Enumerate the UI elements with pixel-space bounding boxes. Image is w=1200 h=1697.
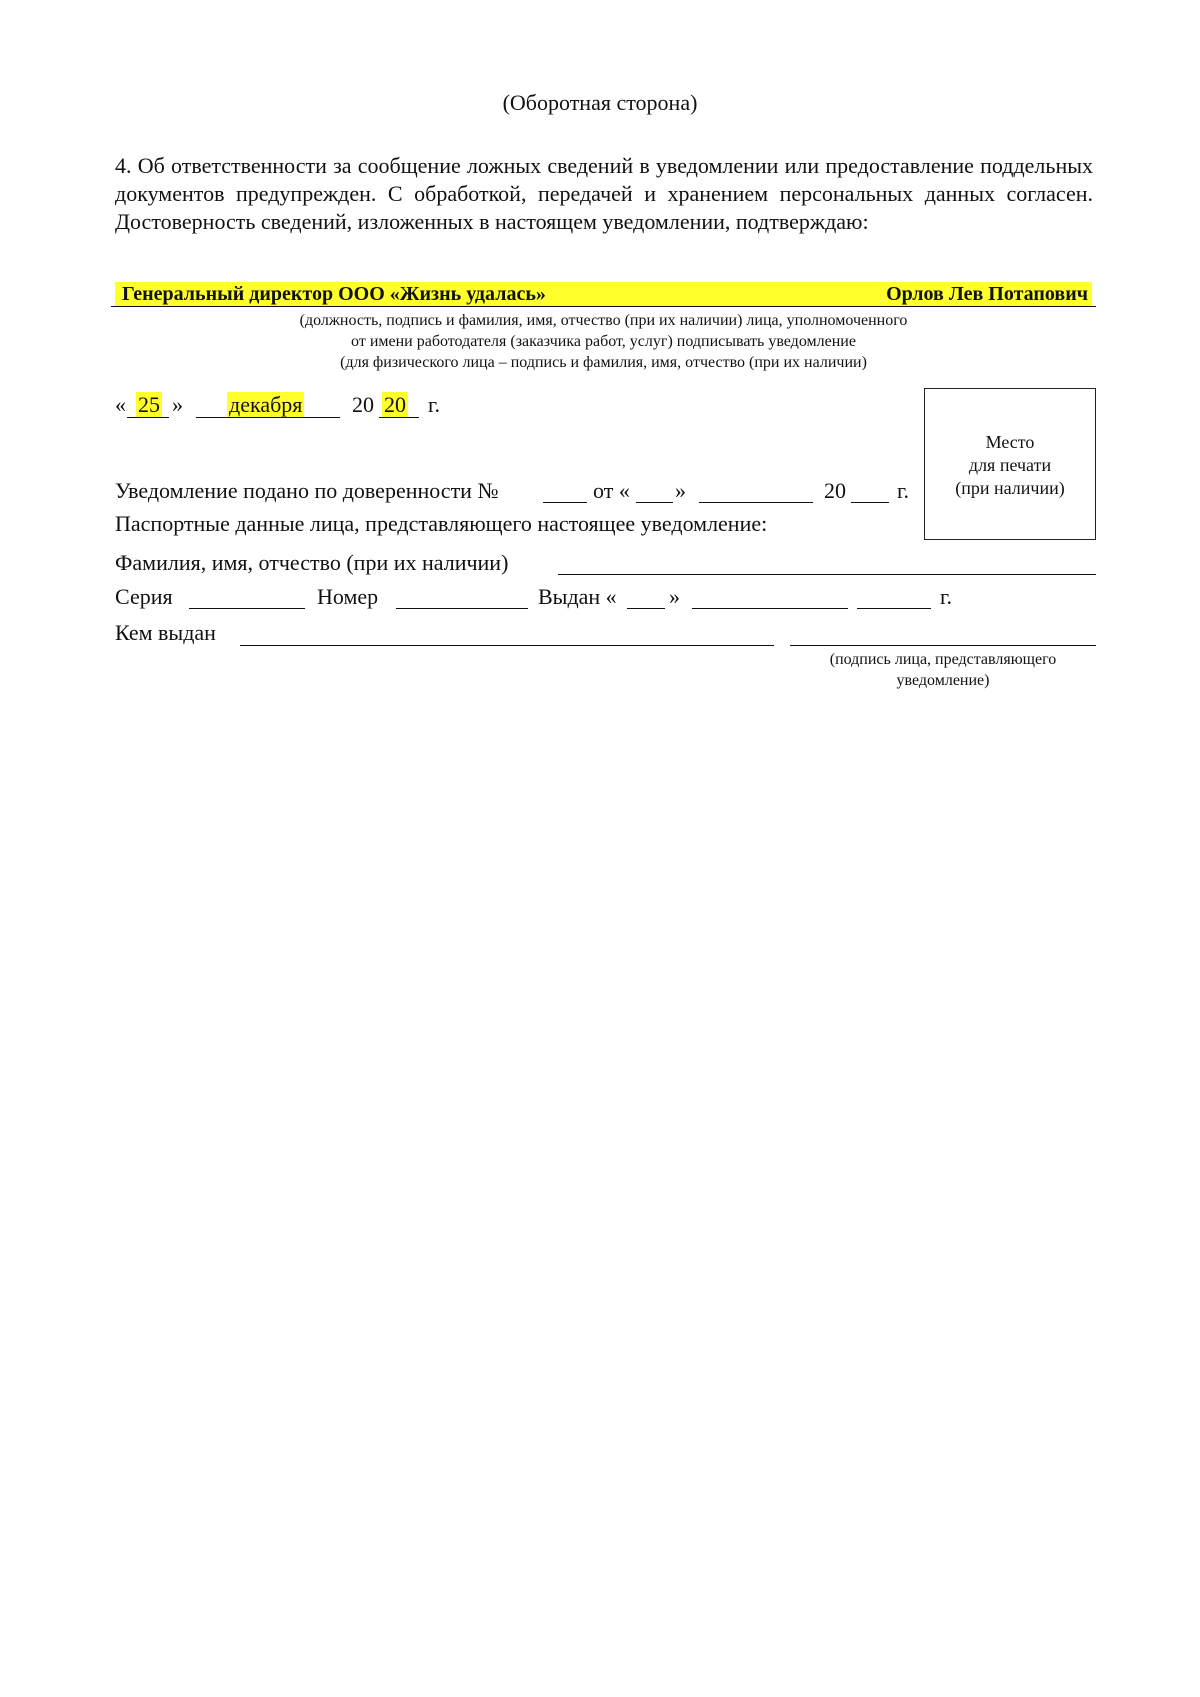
passport-fio-label: Фамилия, имя, отчество (при их наличии) xyxy=(115,550,509,575)
passport-issued-year-field[interactable] xyxy=(857,608,931,609)
date-month-underline xyxy=(196,417,340,418)
passport-number-label: Номер xyxy=(317,584,379,609)
signature-caption-2: уведомление) xyxy=(896,672,990,689)
date-century: 20 xyxy=(352,392,374,417)
date-close-quote: » xyxy=(172,392,183,417)
date-day-underline xyxy=(127,417,169,418)
signer-caption-3: (для физического лица – подпись и фамилия, имя, отчество (при их наличии) xyxy=(340,354,867,371)
passport-series-label: Серия xyxy=(115,584,173,609)
date-suffix: г. xyxy=(428,392,441,417)
passport-issued-day-field[interactable] xyxy=(627,608,665,609)
passport-number-field[interactable] xyxy=(396,608,528,609)
proxy-label: Уведомление подано по доверенности № xyxy=(115,478,499,503)
declaration-text: 4. Об ответственности за сообщение ложных сведений в уведомлении или предоставление поддельных документов предупрежден. С обработкой, передачей и хранением персональных данных согласен. Достоверность сведений, изложенных в настоящем уведомлении, подтверждаю: xyxy=(115,153,1093,234)
date-year-underline xyxy=(379,417,419,418)
signature-caption-1: (подпись лица, представляющего xyxy=(829,651,1057,668)
passport-issued-label: Выдан « xyxy=(538,584,617,609)
proxy-suffix: г. xyxy=(897,478,910,503)
proxy-month-field[interactable] xyxy=(699,502,813,503)
page-title: (Оборотная сторона) xyxy=(502,90,698,115)
proxy-from-label: от « xyxy=(593,478,630,503)
signer-position[interactable]: Генеральный директор ООО «Жизнь удалась» xyxy=(122,283,546,305)
passport-issued-month-field[interactable] xyxy=(692,608,848,609)
proxy-century: 20 xyxy=(824,478,846,503)
signer-name[interactable]: Орлов Лев Потапович xyxy=(886,283,1088,305)
passport-issued-close-quote: » xyxy=(669,584,680,609)
date-open-quote: « xyxy=(115,392,126,417)
date-month[interactable]: декабря xyxy=(229,392,303,417)
signer-caption-2: от имени работодателя (заказчика работ, услуг) подписывать уведомление xyxy=(351,333,856,350)
passport-fio-field[interactable] xyxy=(558,574,1096,575)
stamp-line-1: Место xyxy=(985,432,1035,452)
proxy-year-field[interactable] xyxy=(851,502,889,503)
proxy-number-field[interactable] xyxy=(543,502,587,503)
date-day[interactable]: 25 xyxy=(138,392,160,417)
stamp-line-3: (при наличии) xyxy=(955,478,1065,498)
passport-issued-by-field[interactable] xyxy=(240,645,774,646)
passport-issued-by-label: Кем выдан xyxy=(115,620,216,645)
date-year[interactable]: 20 xyxy=(384,392,406,417)
representative-signature-field[interactable] xyxy=(790,645,1096,646)
passport-series-field[interactable] xyxy=(189,608,305,609)
signer-caption-1: (должность, подпись и фамилия, имя, отчество (при их наличии) лица, уполномоченного xyxy=(299,312,908,329)
signer-underline xyxy=(111,306,1096,307)
passport-intro: Паспортные данные лица, представляющего настоящее уведомление: xyxy=(115,511,768,536)
passport-issued-suffix: г. xyxy=(940,584,953,609)
stamp-line-2: для печати xyxy=(968,455,1052,475)
proxy-day-field[interactable] xyxy=(636,502,673,503)
stamp-box xyxy=(924,388,1096,540)
proxy-close-quote: » xyxy=(675,478,686,503)
